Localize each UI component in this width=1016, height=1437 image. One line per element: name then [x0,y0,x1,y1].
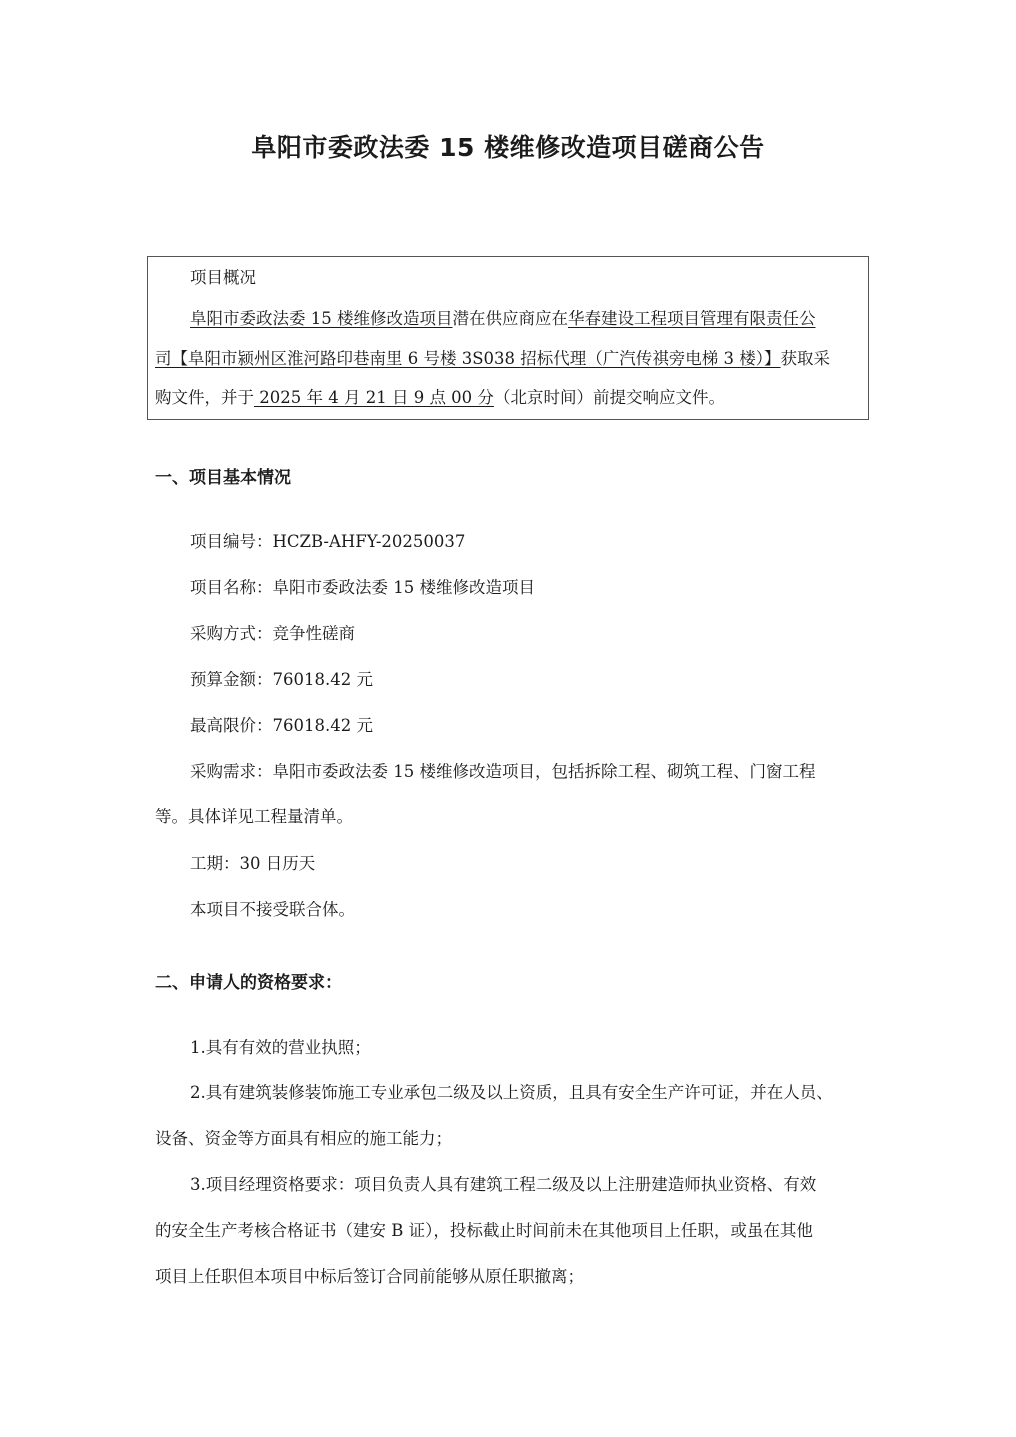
procurement-demand-line-1: 采购需求：阜阳市委政法委 15 楼维修改造项目，包括拆除工程、砌筑工程、门窗工程 [190,762,816,781]
agency-name: 华春建设工程项目管理有限责任公 [568,309,816,328]
requirement-1: 1.具有有效的营业执照； [190,1038,371,1057]
overview-text: （北京时间）前提交响应文件。 [493,388,725,407]
deadline: 2025 年 4 月 21 日 9 点 00 分 [254,388,494,407]
agency-address: 司【阜阳市颍州区淮河路印巷南里 6 号楼 3S038 招标代理（广汽传祺旁电梯 3 楼）】 [155,349,781,368]
overview-line-3 [155,388,725,408]
consortium-note: 本项目不接受联合体。 [190,900,355,919]
procurement-method: 采购方式：竞争性磋商 [190,624,355,643]
overview-heading: 项目概况 [190,268,256,287]
requirement-3-line-3: 项目上任职但本项目中标后签订合同前能够从原任职撤离； [155,1267,584,1286]
page-title: 阜阳市委政法委 15 楼维修改造项目磋商公告 [251,133,765,162]
overview-line-1 [190,309,816,329]
procurement-demand-line-2: 等。具体详见工程量清单。 [155,807,353,826]
budget-amount: 预算金额：76018.42 元 [190,670,373,689]
overview-text: 获取采 [780,349,831,368]
project-name: 项目名称：阜阳市委政法委 15 楼维修改造项目 [190,578,535,597]
construction-period: 工期：30 日历天 [190,854,316,873]
requirement-3-line-1: 3.项目经理资格要求：项目负责人具有建筑工程二级及以上注册建造师执业资格、有效 [190,1175,817,1194]
overview-text: 购文件，并于 [155,388,254,407]
section-2-heading: 二、申请人的资格要求： [155,973,342,993]
project-name-link: 阜阳市委政法委 15 楼维修改造项目 [190,309,453,328]
max-price: 最高限价：76018.42 元 [190,716,373,735]
requirement-2-line-1: 2.具有建筑装修装饰施工专业承包二级及以上资质，且具有安全生产许可证，并在人员、 [190,1083,833,1102]
requirement-2-line-2: 设备、资金等方面具有相应的施工能力； [155,1129,452,1148]
overview-line-2 [155,349,830,369]
requirement-3-line-2: 的安全生产考核合格证书（建安 B 证），投标截止时间前未在其他项目上任职，或虽在其他 [155,1221,813,1240]
project-number: 项目编号：HCZB-AHFY-20250037 [190,532,466,551]
overview-text: 潜在供应商应在 [452,309,568,328]
section-1-heading: 一、项目基本情况 [155,468,291,488]
